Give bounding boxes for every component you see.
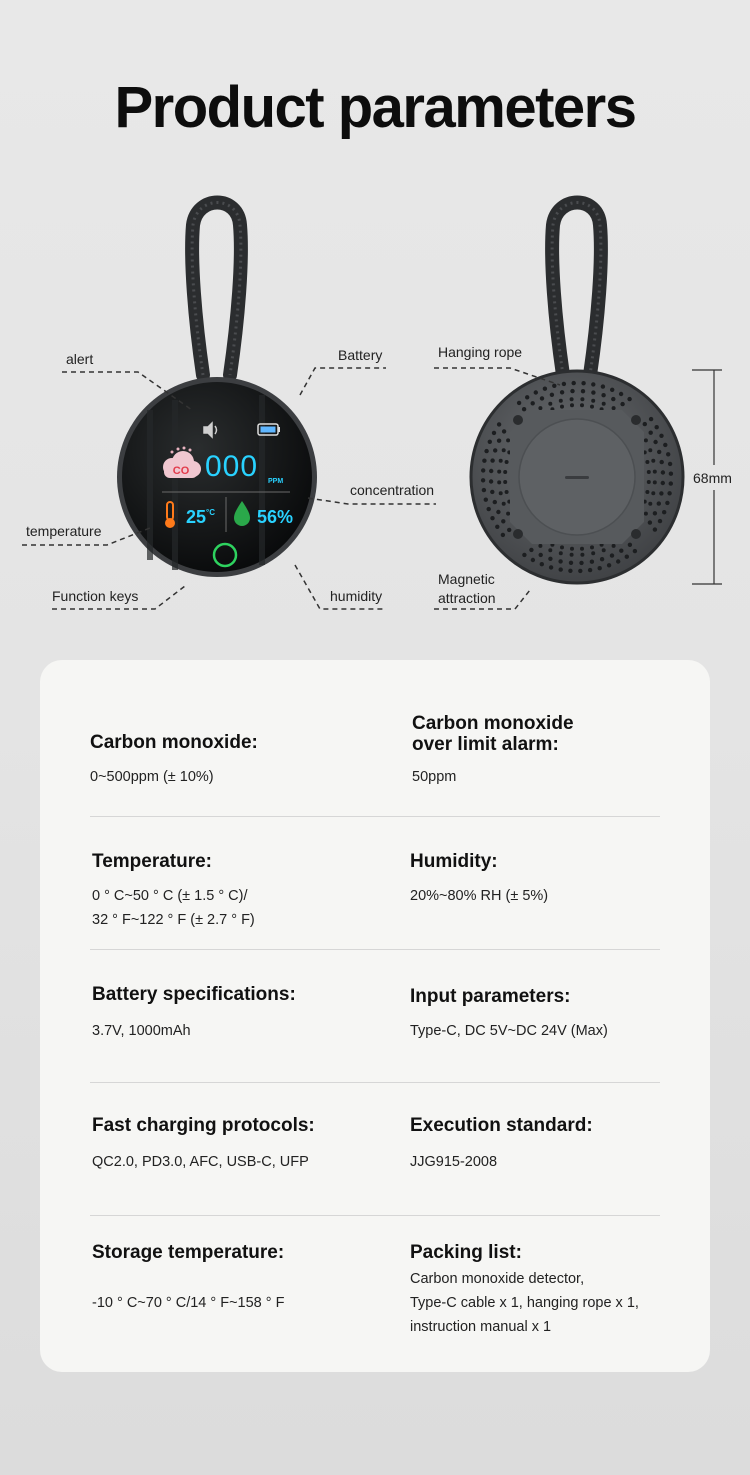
vent-hole xyxy=(645,490,649,494)
vent-hole xyxy=(647,470,651,474)
vent-hole xyxy=(628,543,632,547)
vent-hole xyxy=(602,402,606,406)
vent-hole xyxy=(482,459,486,463)
vent-hole xyxy=(497,439,501,443)
vent-hole xyxy=(570,403,574,407)
callout-temperature: temperature xyxy=(26,523,102,539)
param-value: 0~500ppm (± 10%) xyxy=(90,769,214,785)
vent-hole xyxy=(525,395,529,399)
vent-hole xyxy=(484,498,488,502)
vent-hole xyxy=(633,549,637,553)
vent-hole xyxy=(560,405,564,409)
vent-hole xyxy=(572,381,576,385)
vent-hole xyxy=(559,567,563,571)
param-co-range xyxy=(90,732,390,789)
divider xyxy=(90,816,660,817)
vent-hole xyxy=(558,559,562,563)
vent-hole xyxy=(657,450,661,454)
vent-hole xyxy=(662,510,666,514)
vent-hole xyxy=(661,470,665,474)
vent-hole xyxy=(492,431,496,435)
front-hanging-loop xyxy=(192,203,241,376)
product-drawing xyxy=(0,190,750,620)
vent-hole xyxy=(505,460,509,464)
vent-hole xyxy=(660,460,664,464)
param-value: 3.7V, 1000mAh xyxy=(92,1023,191,1039)
param-value: Carbon monoxide detector, xyxy=(410,1271,585,1287)
vent-hole xyxy=(653,527,657,531)
vent-hole xyxy=(552,384,556,388)
vent-hole xyxy=(488,440,492,444)
vent-hole xyxy=(482,488,486,492)
vent-hole xyxy=(653,511,657,515)
param-standard xyxy=(410,1115,660,1174)
param-label: Input parameters: xyxy=(410,986,571,1007)
vent-hole xyxy=(559,399,563,403)
vent-hole xyxy=(543,387,547,391)
param-value: Type-C cable x 1, hanging rope x 1, xyxy=(410,1295,639,1311)
vent-hole xyxy=(661,481,665,485)
vent-hole xyxy=(493,500,497,504)
vent-hole xyxy=(570,397,574,401)
param-label: Fast charging protocols: xyxy=(92,1115,315,1136)
vent-hole xyxy=(490,458,494,462)
callout-dimension: 68mm xyxy=(693,470,732,486)
vent-hole xyxy=(590,560,594,564)
vent-hole xyxy=(499,459,503,463)
gas-badge-text: CO xyxy=(172,465,190,477)
vent-hole xyxy=(590,405,594,409)
vent-hole xyxy=(560,545,564,549)
vent-hole xyxy=(540,396,544,400)
back-hanging-loop xyxy=(552,203,601,376)
vent-hole xyxy=(667,491,671,495)
vent-hole xyxy=(590,545,594,549)
vent-hole xyxy=(653,480,657,484)
vent-hole xyxy=(499,491,503,495)
vent-hole xyxy=(602,548,606,552)
vent-hole xyxy=(562,382,566,386)
vent-hole xyxy=(568,569,572,573)
vent-hole xyxy=(487,507,491,511)
vent-hole xyxy=(481,468,485,472)
param-fast-charging xyxy=(92,1115,392,1174)
vent-hole xyxy=(549,565,553,569)
vent-hole xyxy=(612,544,616,548)
vent-hole xyxy=(619,392,623,396)
vent-hole xyxy=(669,472,673,476)
vent-hole xyxy=(616,559,620,563)
param-value: 32 ° F~122 ° F (± 2.7 ° F) xyxy=(92,912,255,928)
vent-hole xyxy=(655,425,659,429)
vent-hole xyxy=(645,460,649,464)
param-packing-list xyxy=(410,1242,670,1339)
vent-hole xyxy=(619,549,623,553)
vent-hole xyxy=(600,557,604,561)
vent-hole xyxy=(580,403,584,407)
vent-hole xyxy=(548,557,552,561)
vent-hole xyxy=(580,547,584,551)
vent-hole xyxy=(668,462,672,466)
param-value: QC2.0, PD3.0, AFC, USB-C, UFP xyxy=(92,1154,309,1170)
param-co-alarm xyxy=(412,713,662,789)
vent-hole xyxy=(663,443,667,447)
vent-hole xyxy=(570,547,574,551)
param-value: JJG915-2008 xyxy=(410,1154,498,1170)
vent-hole xyxy=(648,502,652,506)
vent-hole xyxy=(531,558,535,562)
vent-hole xyxy=(611,397,615,401)
vent-hole xyxy=(601,384,605,388)
page-title: Product parameters xyxy=(114,75,636,140)
param-label: Storage temperature: xyxy=(92,1242,285,1263)
callout-magnetic-line1: Magnetic xyxy=(438,571,495,587)
divider xyxy=(90,1082,660,1083)
vent-hole xyxy=(651,491,655,495)
vent-hole xyxy=(644,438,648,442)
vent-hole xyxy=(588,568,592,572)
temperature-reading: $25^{^\circ C}$ xyxy=(186,507,216,527)
back-center-plate xyxy=(510,410,644,544)
vent-hole xyxy=(506,438,510,442)
param-temperature xyxy=(92,851,392,932)
vent-hole xyxy=(627,397,631,401)
vent-hole xyxy=(501,519,505,523)
vent-hole xyxy=(580,397,584,401)
vent-hole xyxy=(496,510,500,514)
vent-hole xyxy=(522,553,526,557)
vent-hole xyxy=(505,490,509,494)
vent-hole xyxy=(657,501,661,505)
vent-hole xyxy=(502,502,506,506)
vent-hole xyxy=(497,480,501,484)
vent-hole xyxy=(501,533,505,537)
param-value: 0 ° C~50 ° C (± 1.5 ° C)/ xyxy=(92,888,248,904)
param-input xyxy=(410,986,660,1043)
vent-hole xyxy=(578,569,582,573)
vent-hole xyxy=(612,406,616,410)
vent-hole xyxy=(601,393,605,397)
vent-hole xyxy=(581,381,585,385)
param-battery xyxy=(92,984,392,1043)
vent-hole xyxy=(580,553,584,557)
ppm-unit-text: PPM xyxy=(268,478,284,485)
param-value: -10 ° C~70 ° C/14 ° F~158 ° F xyxy=(92,1295,285,1311)
vent-hole xyxy=(531,401,535,405)
vent-hole xyxy=(493,448,497,452)
callout-concentration: concentration xyxy=(350,482,435,498)
parameters-card xyxy=(40,660,710,1372)
vent-hole xyxy=(610,553,614,557)
front-device xyxy=(117,203,317,578)
vent-hole xyxy=(490,490,494,494)
param-label: Carbon monoxide xyxy=(412,713,574,734)
vent-hole xyxy=(534,390,538,394)
back-device xyxy=(471,203,683,584)
vent-hole xyxy=(647,480,651,484)
product-illustration xyxy=(0,190,750,620)
vent-hole xyxy=(651,459,655,463)
vent-hole xyxy=(489,479,493,483)
vent-hole xyxy=(649,417,653,421)
divider xyxy=(90,949,660,950)
vent-hole xyxy=(648,448,652,452)
vent-hole xyxy=(591,399,595,403)
vent-hole xyxy=(569,561,573,565)
callout-alert: alert xyxy=(66,351,94,367)
param-label: Humidity: xyxy=(410,851,498,872)
param-label: Carbon monoxide: xyxy=(90,732,258,753)
vent-hole xyxy=(591,382,595,386)
param-label: Battery specifications: xyxy=(92,984,296,1005)
vent-hole xyxy=(643,422,647,426)
param-storage-temperature xyxy=(92,1242,392,1315)
vent-hole xyxy=(610,388,614,392)
vent-hole xyxy=(649,431,653,435)
vent-hole xyxy=(653,470,657,474)
vent-hole xyxy=(620,402,624,406)
vent-hole xyxy=(591,390,595,394)
vent-hole xyxy=(570,553,574,557)
callout-battery: Battery xyxy=(338,347,383,363)
vent-hole xyxy=(598,566,602,570)
vent-hole xyxy=(644,512,648,516)
callout-function-keys: Function keys xyxy=(52,588,139,604)
vent-hole xyxy=(506,512,510,516)
param-humidity xyxy=(410,851,660,908)
vent-hole xyxy=(548,548,552,552)
vent-hole xyxy=(539,553,543,557)
vent-hole xyxy=(570,389,574,393)
vent-hole xyxy=(538,406,542,410)
vent-hole xyxy=(625,555,629,559)
vent-hole xyxy=(502,448,506,452)
param-value: 50ppm xyxy=(412,769,457,785)
co-reading-text: 000 xyxy=(205,450,259,483)
param-label: Packing list: xyxy=(410,1242,522,1263)
vent-hole xyxy=(658,519,662,523)
vent-hole xyxy=(540,562,544,566)
param-value: Type-C, DC 5V~DC 24V (Max) xyxy=(410,1023,608,1039)
vent-hole xyxy=(489,469,493,473)
vent-hole xyxy=(659,491,663,495)
vent-hole xyxy=(497,470,501,474)
vent-hole xyxy=(659,434,663,438)
vent-hole xyxy=(484,449,488,453)
callout-humidity: humidity xyxy=(330,588,383,604)
vent-hole xyxy=(497,422,501,426)
vent-hole xyxy=(666,452,670,456)
callout-magnetic-line2: attraction xyxy=(438,590,496,606)
vent-hole xyxy=(560,390,564,394)
vent-hole xyxy=(591,551,595,555)
param-value: 20%~80% RH (± 5%) xyxy=(410,888,549,904)
callout-hanging-rope: Hanging rope xyxy=(438,344,523,360)
param-label: Execution standard: xyxy=(410,1115,593,1136)
vent-hole xyxy=(550,393,554,397)
vent-hole xyxy=(648,520,652,524)
vent-hole xyxy=(481,478,485,482)
vent-hole xyxy=(607,563,611,567)
vent-hole xyxy=(503,480,507,484)
vent-hole xyxy=(517,401,521,405)
vent-hole xyxy=(579,561,583,565)
vent-hole xyxy=(490,516,494,520)
divider xyxy=(90,1215,660,1216)
vent-hole xyxy=(495,525,499,529)
vent-hole xyxy=(548,402,552,406)
vent-hole xyxy=(538,544,542,548)
vent-hole xyxy=(529,548,533,552)
vent-hole xyxy=(502,429,506,433)
vent-hole xyxy=(507,528,511,532)
param-label: Temperature: xyxy=(92,851,213,872)
humidity-reading: 56% xyxy=(257,507,294,527)
vent-hole xyxy=(653,440,657,444)
vent-hole xyxy=(669,481,673,485)
vent-hole xyxy=(665,501,669,505)
vent-hole xyxy=(503,470,507,474)
vent-hole xyxy=(522,407,526,411)
vent-hole xyxy=(581,389,585,393)
vent-hole xyxy=(559,551,563,555)
param-value: instruction manual x 1 xyxy=(410,1319,552,1335)
param-label: over limit alarm: xyxy=(412,734,559,755)
